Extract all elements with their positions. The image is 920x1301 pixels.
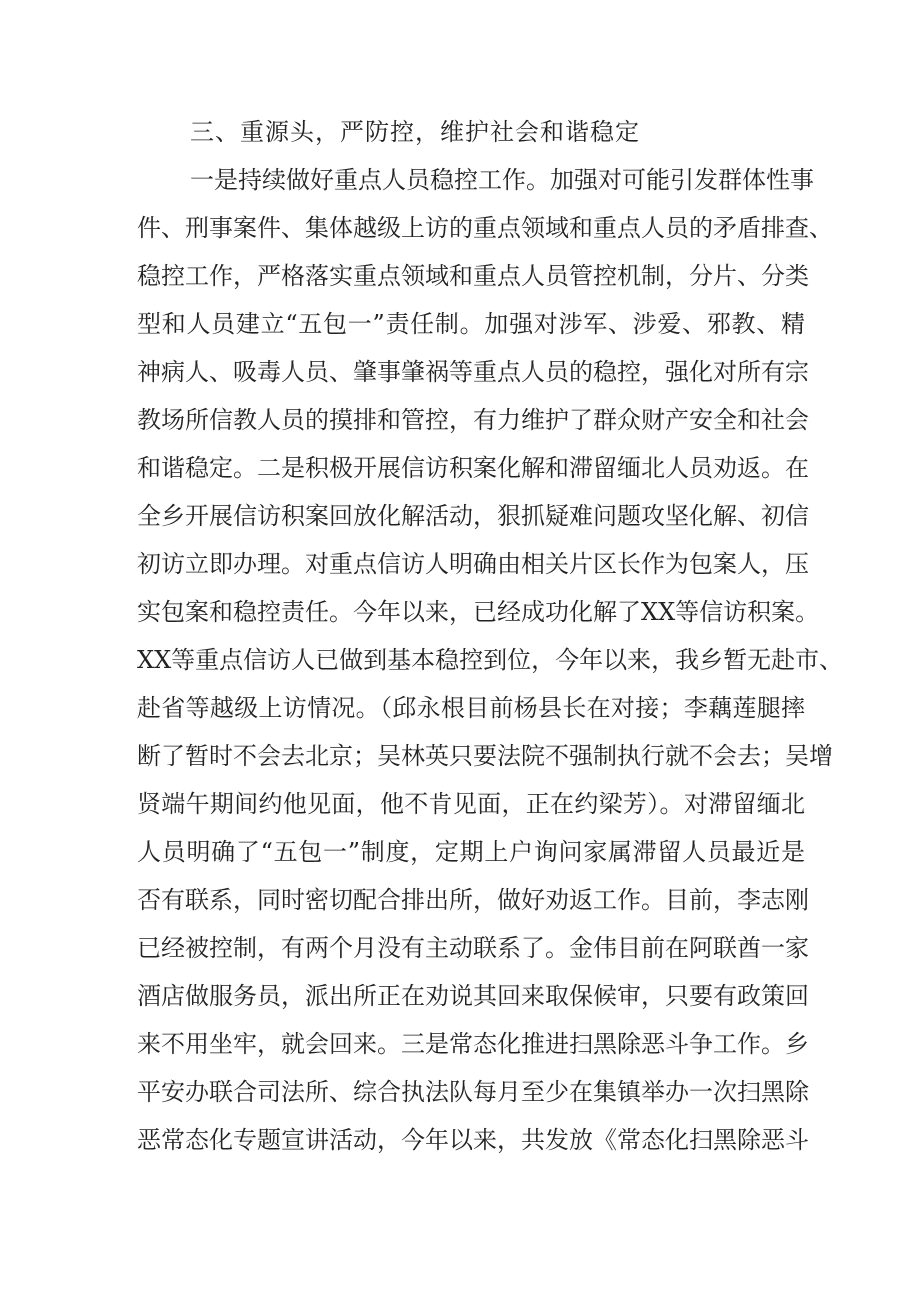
paragraph-line: 型和人员建立“五包一”责任制。加强对涉军、涉爱、邪教、精 [137,310,805,338]
paragraph-line: 全乡开展信访积案回放化解活动，狠抓疑难问题攻坚化解、初信 [137,502,809,530]
paragraph-line: 赴省等越级上访情况。（邱永根目前杨县长在对接；李藕莲腿摔 [137,694,805,722]
paragraph-line: 已经被控制，有两个月没有主动联系了。金伟目前在阿联酋一家 [137,934,809,962]
paragraph-line: 稳控工作，严格落实重点领域和重点人员管控机制，分片、分类 [137,262,809,290]
paragraph-line: 人员明确了“五包一”制度，定期上户询问家属滞留人员最近是 [137,838,805,866]
paragraph-line: 和谐稳定。二是积极开展信访积案化解和滞留缅北人员劝返。在 [137,454,809,482]
paragraph-line: 恶常态化专题宣讲活动，今年以来，共发放《常态化扫黑除恶斗 [137,1126,809,1154]
paragraph-line: 初访立即办理。对重点信访人明确由相关片区长作为包案人，压 [137,550,809,578]
paragraph-line: 件、刑事案件、集体越级上访的重点领域和重点人员的矛盾排查、 [137,214,833,242]
paragraph-line: 教场所信教人员的摸排和管控，有力维护了群众财产安全和社会 [137,406,809,434]
section-heading: 三、重源头，严防控，维护社会和谐稳定 [190,118,640,146]
paragraph-line: 神病人、吸毒人员、肇事肇祸等重点人员的稳控，强化对所有宗 [137,358,809,386]
paragraph-line: 一是持续做好重点人员稳控工作。加强对可能引发群体性事 [190,166,814,194]
paragraph-line: 平安办联合司法所、综合执法队每月至少在集镇举办一次扫黑除 [137,1078,809,1106]
paragraph-line: 实包案和稳控责任。今年以来，已经成功化解了XX等信访积案。 [137,598,820,626]
paragraph-line: XX等重点信访人已做到基本稳控到位，今年以来，我乡暂无赴市、 [137,646,844,674]
paragraph-line: 断了暂时不会去北京；吴林英只要法院不强制执行就不会去；吴增 [137,742,833,770]
paragraph-line: 否有联系，同时密切配合排出所，做好劝返工作。目前，李志刚 [137,886,809,914]
paragraph-line: 贤端午期间约他见面，他不肯见面，正在约梁芳）。对滞留缅北 [137,790,805,818]
paragraph-line: 来不用坐牢，就会回来。三是常态化推进扫黑除恶斗争工作。乡 [137,1030,809,1058]
paragraph-line: 酒店做服务员，派出所正在劝说其回来取保候审，只要有政策回 [137,982,809,1010]
